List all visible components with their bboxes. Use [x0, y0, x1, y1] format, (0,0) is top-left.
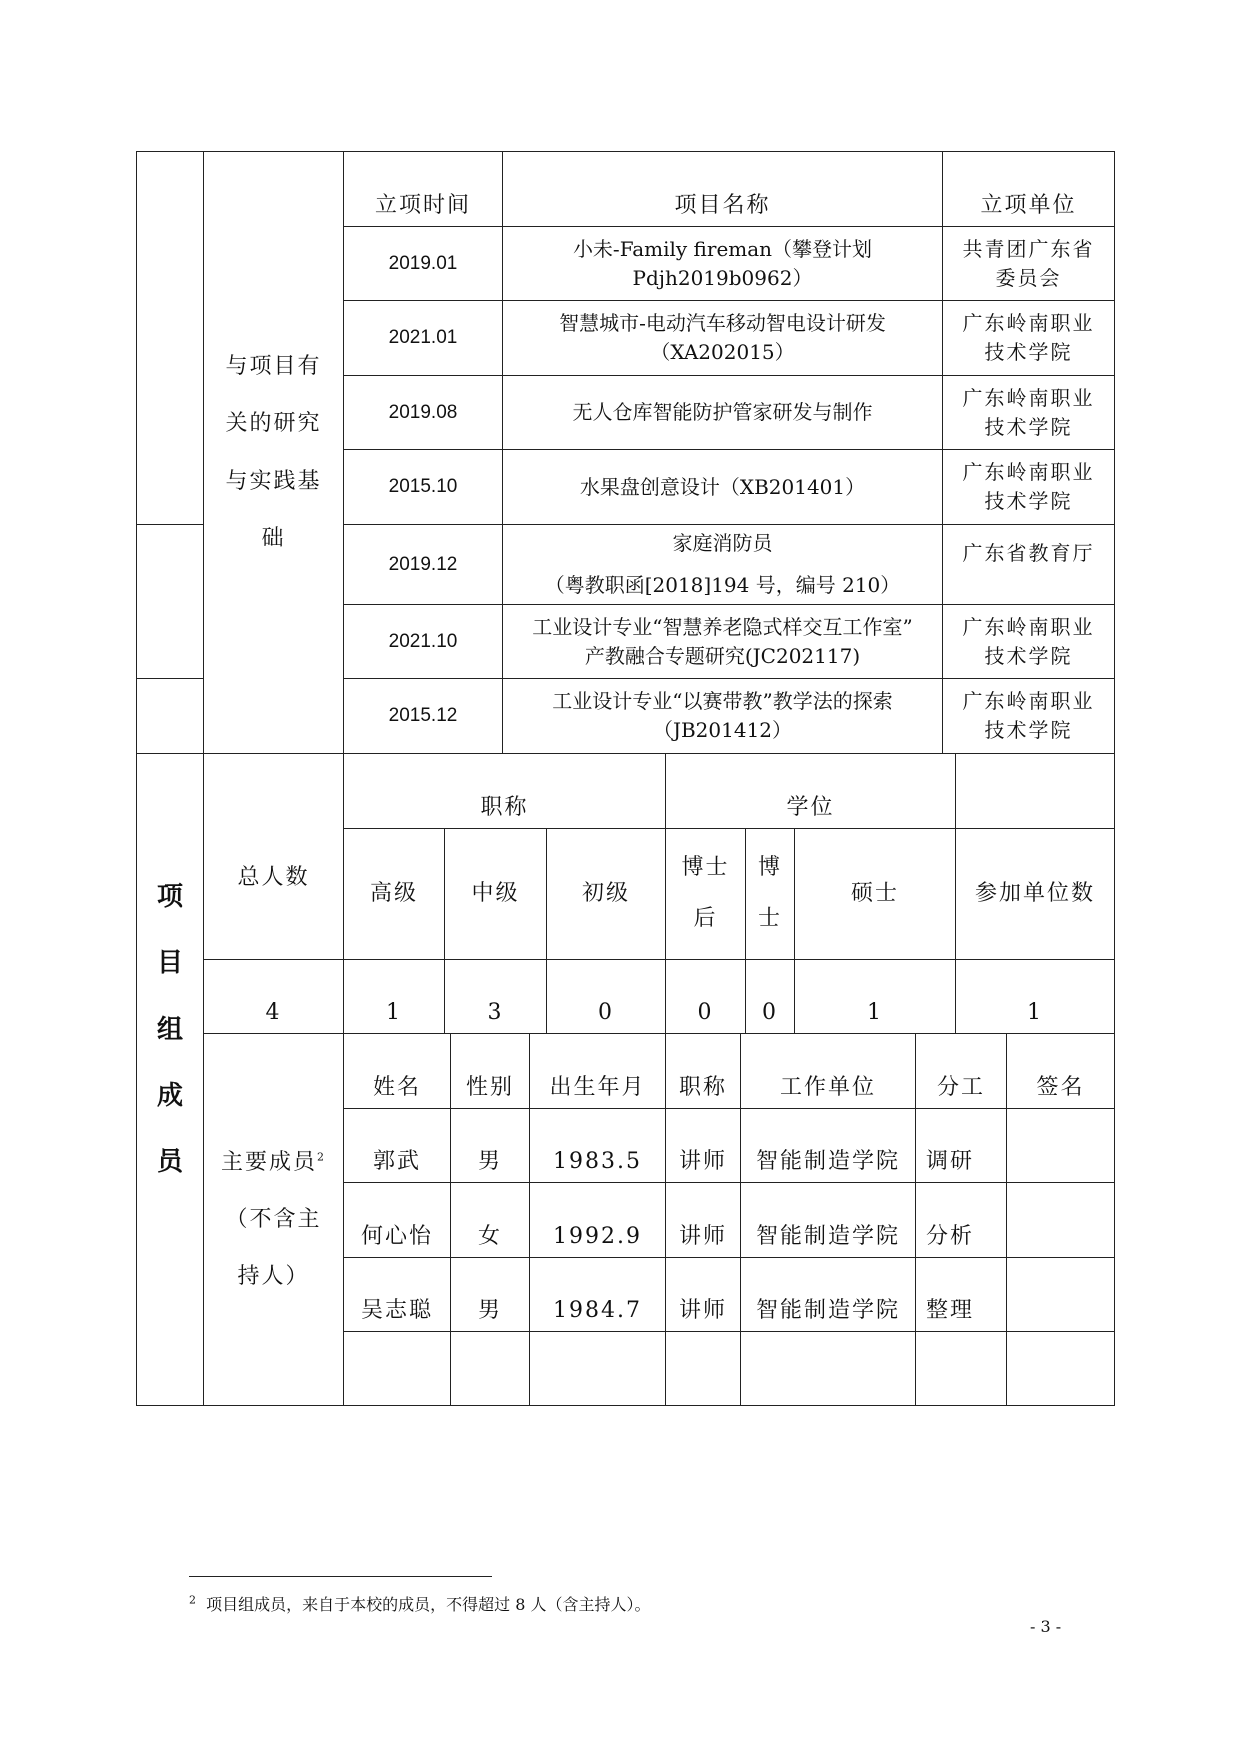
member-cell-text: 男	[477, 1298, 502, 1324]
research-header	[343, 151, 503, 227]
member-header	[740, 1033, 916, 1109]
member-header	[1006, 1033, 1115, 1109]
count-phd	[745, 959, 795, 1034]
team-section-label-text: 组	[156, 1014, 183, 1045]
research-name-text: 产教融合专题研究(JC202117)	[584, 643, 861, 668]
member-cell-text: 智能制造学院	[755, 1298, 900, 1324]
research-unit	[942, 449, 1115, 525]
research-name-text: 家庭消防员	[672, 531, 773, 555]
research-unit-text: 技术学院	[984, 340, 1073, 364]
member-header-text: 出生年月	[549, 1075, 646, 1101]
signature-field	[1006, 1257, 1115, 1332]
footnote-divider	[189, 1576, 492, 1577]
member-cell-text: 1984.7	[553, 1298, 642, 1324]
member-cell	[665, 1331, 741, 1406]
blank-header	[955, 753, 1115, 829]
research-name-text: （XA202015）	[650, 340, 795, 364]
research-name-text: 小未-Family fireman（攀登计划	[572, 236, 873, 261]
research-unit-text: 广东岭南职业	[962, 689, 1095, 713]
count-junior	[546, 959, 666, 1034]
sub-header-senior	[343, 828, 445, 960]
section-label-line: 与项目有	[225, 354, 322, 380]
team-section-label-text: 项	[156, 882, 183, 912]
research-name	[502, 300, 943, 376]
team-section-label-text: 员	[156, 1147, 183, 1178]
title-group-header	[343, 753, 666, 829]
sub-header-phd-text: 士	[757, 906, 782, 931]
member-cell	[740, 1257, 916, 1332]
member-header	[529, 1033, 666, 1109]
count-senior	[343, 959, 445, 1034]
divider	[136, 678, 203, 679]
member-header	[343, 1033, 451, 1109]
count-total-text: 4	[265, 1000, 282, 1026]
section-label-line: 与实践基	[225, 468, 322, 494]
count-junior-text: 0	[598, 1000, 614, 1026]
research-name	[502, 678, 943, 754]
research-date	[343, 226, 503, 301]
count-total	[203, 959, 344, 1034]
footnote-mark: 2	[189, 1593, 196, 1607]
research-date-text: 2021.01	[388, 327, 458, 349]
research-date-text: 2021.10	[388, 630, 458, 652]
member-cell	[915, 1257, 1007, 1332]
member-cell	[529, 1331, 666, 1406]
research-unit-text: 共青团广东省	[962, 236, 1095, 261]
sub-header-middle-text: 中级	[471, 881, 520, 907]
page-number: - 3 -	[1030, 1617, 1062, 1636]
research-unit-text: 广东岭南职业	[962, 311, 1095, 335]
research-date-text: 2019.01	[388, 252, 458, 274]
team-section-label-text: 目	[156, 948, 183, 979]
research-unit	[942, 524, 1115, 605]
sub-header-units-text: 参加单位数	[974, 881, 1095, 907]
team-section-label-text: 成	[156, 1080, 183, 1111]
degree-group-header	[665, 753, 956, 829]
member-cell	[450, 1257, 530, 1332]
member-cell-text: 讲师	[678, 1298, 727, 1324]
research-name-text: 工业设计专业“以赛带教”教学法的探索	[552, 689, 893, 713]
member-cell	[529, 1257, 666, 1332]
member-cell	[915, 1331, 1007, 1406]
research-unit-text: 广东岭南职业	[962, 460, 1095, 484]
member-header-text: 性别	[465, 1075, 514, 1101]
member-cell	[529, 1108, 666, 1183]
left-margin-cell	[136, 151, 204, 754]
research-date	[343, 678, 503, 754]
research-header	[942, 151, 1115, 227]
section-label-line: 关的研究	[225, 411, 322, 437]
member-cell-text: 1983.5	[553, 1149, 642, 1175]
research-header-text: 立项时间	[374, 193, 471, 219]
signature-field	[1006, 1331, 1115, 1406]
member-cell	[740, 1108, 916, 1183]
research-header	[502, 151, 943, 227]
member-header	[450, 1033, 530, 1109]
research-date-text: 2019.12	[388, 553, 458, 575]
research-name-text: 智慧城市-电动汽车移动智电设计研发	[559, 311, 886, 335]
research-unit-text: 委员会	[995, 265, 1062, 290]
sub-header-postdoc-text: 博士	[681, 855, 730, 881]
sub-header-postdoc	[665, 828, 746, 960]
sub-header-junior	[546, 828, 666, 960]
member-cell	[740, 1182, 916, 1258]
sub-header-phd	[745, 828, 795, 960]
research-unit	[942, 226, 1115, 301]
member-cell	[450, 1331, 530, 1406]
member-cell	[665, 1108, 741, 1183]
member-cell	[450, 1182, 530, 1258]
degree-group-header-text: 学位	[786, 795, 835, 821]
member-cell-text: 智能制造学院	[755, 1224, 900, 1250]
research-unit-text: 技术学院	[984, 414, 1073, 439]
research-unit-text: 广东岭南职业	[962, 614, 1095, 639]
research-name-text: （粤教职函[2018]194 号，编号 210）	[544, 573, 901, 597]
research-name-text: Pdjh2019b0962）	[632, 265, 813, 290]
member-cell	[450, 1108, 530, 1183]
sub-header-master	[794, 828, 956, 960]
member-header-text: 签名	[1036, 1075, 1085, 1101]
members-label	[203, 1033, 344, 1406]
member-cell-text: 女	[477, 1224, 502, 1250]
research-unit	[942, 678, 1115, 754]
research-date	[343, 375, 503, 450]
count-postdoc-text: 0	[697, 1000, 714, 1026]
total-label-text: 总人数	[237, 865, 310, 890]
sub-header-master-text: 硕士	[850, 881, 899, 907]
members-label-line: 主要成员$^2$	[220, 1149, 326, 1175]
member-cell-text: 讲师	[678, 1149, 727, 1175]
research-unit	[942, 300, 1115, 376]
member-header-text: 职称	[678, 1075, 727, 1101]
member-header-text: 工作单位	[779, 1075, 876, 1101]
research-date	[343, 604, 503, 679]
count-units-text: 1	[1027, 1000, 1043, 1026]
count-postdoc	[665, 959, 746, 1034]
member-cell-text: 郭武	[372, 1149, 421, 1175]
count-phd-text: 0	[762, 1000, 778, 1026]
research-date	[343, 300, 503, 376]
sub-header-phd-text: 博	[757, 855, 782, 881]
member-cell-text: 智能制造学院	[755, 1149, 900, 1175]
footnote	[189, 1592, 651, 1615]
member-cell	[343, 1331, 451, 1406]
member-cell	[665, 1257, 741, 1332]
count-units	[955, 959, 1115, 1034]
research-name	[502, 226, 943, 301]
member-header	[665, 1033, 741, 1109]
members-label-line: （不含主	[225, 1206, 322, 1232]
divider	[136, 524, 203, 525]
research-date-text: 2015.10	[388, 476, 458, 498]
member-cell	[915, 1182, 1007, 1258]
member-cell-text: 讲师	[678, 1224, 727, 1250]
research-unit-text: 技术学院	[984, 643, 1073, 668]
research-name	[502, 375, 943, 450]
member-cell-text: 调研	[926, 1149, 975, 1175]
footnote-text: 项目组成员，来自于本校的成员，不得超过 8 人（含主持人）。	[206, 1595, 651, 1614]
sub-header-units	[955, 828, 1115, 960]
research-unit	[942, 375, 1115, 450]
research-unit-text: 技术学院	[984, 489, 1073, 513]
research-unit	[942, 604, 1115, 679]
member-header	[915, 1033, 1007, 1109]
research-name-text: 无人仓库智能防护管家研发与制作	[572, 400, 873, 424]
count-middle	[444, 959, 547, 1034]
count-master-text: 1	[867, 1000, 883, 1026]
research-name	[502, 604, 943, 679]
member-cell-text: 男	[477, 1149, 502, 1175]
research-section-label	[203, 151, 344, 754]
member-header-text: 姓名	[372, 1075, 421, 1101]
sub-header-junior-text: 初级	[581, 881, 630, 907]
team-section-label	[136, 753, 204, 1406]
research-unit-text: 广东省教育厅	[962, 541, 1095, 565]
member-cell-text: 1992.9	[553, 1224, 642, 1250]
research-header-text: 立项单位	[980, 193, 1077, 219]
research-date	[343, 524, 503, 605]
research-header-text: 项目名称	[674, 193, 771, 219]
signature-field	[1006, 1108, 1115, 1183]
member-cell-text: 整理	[926, 1298, 975, 1324]
member-cell	[665, 1182, 741, 1258]
count-senior-text: 1	[386, 1000, 402, 1026]
title-group-header-text: 职称	[480, 795, 529, 821]
members-label-line: 持人）	[237, 1264, 310, 1290]
research-name	[502, 524, 943, 605]
research-name-text: （JB201412）	[652, 718, 793, 742]
sub-header-senior-text: 高级	[369, 881, 418, 907]
member-cell	[740, 1331, 916, 1406]
section-label-line: 础	[261, 525, 286, 551]
research-unit-text: 广东岭南职业	[962, 385, 1095, 410]
count-middle-text: 3	[487, 1000, 504, 1026]
member-cell	[343, 1108, 451, 1183]
sub-header-postdoc-text: 后	[693, 906, 718, 931]
member-cell	[529, 1182, 666, 1258]
member-cell	[343, 1257, 451, 1332]
sub-header-middle	[444, 828, 547, 960]
research-name-text: 工业设计专业“智慧养老隐式样交互工作室”	[532, 614, 913, 639]
research-unit-text: 技术学院	[984, 718, 1073, 742]
count-master	[794, 959, 956, 1034]
research-date-text: 2015.12	[388, 705, 458, 727]
research-name-text: 水果盘创意设计（XB201401）	[579, 474, 866, 499]
member-header-text: 分工	[936, 1075, 985, 1101]
research-name	[502, 449, 943, 525]
research-date-text: 2019.08	[388, 401, 458, 423]
member-cell-text: 吴志聪	[360, 1298, 433, 1324]
member-cell-text: 何心怡	[360, 1224, 433, 1250]
signature-field	[1006, 1182, 1115, 1258]
research-date	[343, 449, 503, 525]
member-cell	[343, 1182, 451, 1258]
member-cell-text: 分析	[926, 1224, 975, 1250]
member-cell	[915, 1108, 1007, 1183]
